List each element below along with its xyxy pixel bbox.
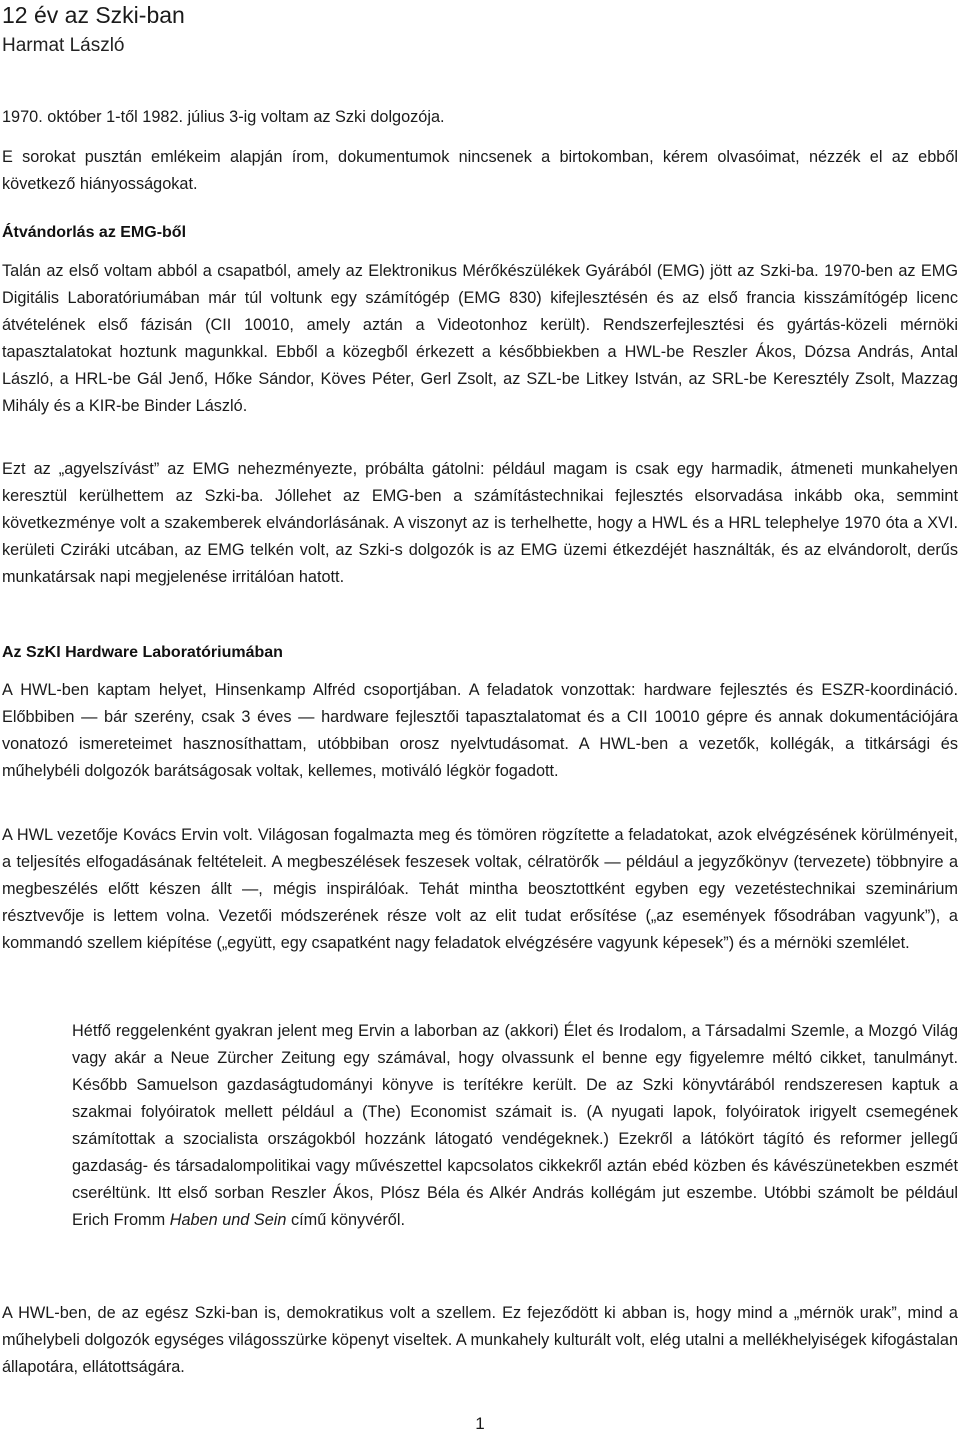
- section2-paragraph-3: A HWL-ben, de az egész Szki-ban is, demokratikus volt a szellem. Ez fejeződött ki abban is, hogy mind a „mérnök urak”, mind a műhelybeli dolgozók egységes világosszürke köpenyt viseltek. A munkahely kulturált volt, elég utalni a mellékhelyiségek kifogástalan állapotára, ellátottságára.: [2, 1304, 958, 1376]
- document-title: 12 év az Szki-ban: [2, 2, 185, 28]
- section-heading-hwl: Az SzKI Hardware Laboratóriumában: [2, 644, 283, 661]
- section1-paragraph-1: Talán az első voltam abból a csapatból, amely az Elektronikus Mérőkészülékek Gyárából (EMG) jött az Szki-ba. 1970-ben az EMG Digitális Laboratóriumában már túl voltunk egy számítógép (EMG 830) kifejlesztésén és az első francia kisszámítógép licenc átvételének első fázisán (CII 10010, amely aztán a Videotonhoz került). Rendszerfejlesztési és gyártás-közeli mérnöki tapasztalatokat hoztunk magunkkal. Ebből a közegből érkezett a későbbiekben a HWL-be Reszler Ákos, Dózsa András, Antal László, a HRL-be Gál Jenő, Hőke Sándor, Köves Péter, Gerl Zsolt, az SZL-be Litkey István, az SRL-be Keresztély Zsolt, Mazzag Mihály és a KIR-be Binder László.: [2, 262, 958, 415]
- section1-paragraph-2: Ezt az „agyelszívást” az EMG nehezményezte, próbálta gátolni: például magam is csak egy harmadik, átmeneti munkahelyen keresztül kerülhettem az Szki-ba. Jóllehet az EMG-ben a számítástechnikai fejlesztés elsorvadása inkább oka, semmint következménye volt a szakemberek elvándorlásának. A viszonyt az is terhelhette, hogy a HWL és a HRL telephelye 1970 óta a XVI. kerületi Cziráki utcában, az EMG telkén volt, az Szki-s dolgozók is az EMG üzemi étkezdéjét használták, és az elvándorolt, derűs munkatársak napi megjelenése irritálóan hatott.: [2, 460, 958, 586]
- recollection-text: Hétfő reggelenként gyakran jelent meg Ervin a laborban az (akkori) Élet és Irodalom, a Társadalmi Szemle, a Mozgó Világ vagy akár a Neue Zürcher Zeitung egy számával, hogy olvassunk el benne egy figyelemre méltó cikket, tanulmányt. Később Samuelson gazdaságtudományi könyve is terítékre került. De az Szki könyvtárából rendszeresen kaptuk a szakmai folyóiratok mellett például a (The) Economist számait is. (A nyugati lapok, folyóiratok irigyelt csemegének számítottak a szocialista országokból hozzánk látogató vendégeknek.) Ezekről a látókört tágító és reformer jellegű gazdaság- és társadalompolitikai vagy művészettel kapcsolatos cikkekről aztán ebéd közben és kávészünetekben eszmét cseréltünk. Itt első sorban Reszler Ákos, Plósz Béla és Alkér András kollégám jut eszembe. Utóbbi számolt be például Erich Fromm: [72, 1022, 958, 1229]
- document-author: Harmat László: [2, 35, 125, 56]
- intro-line: 1970. október 1-től 1982. július 3-ig voltam az Szki dolgozója.: [2, 108, 445, 126]
- section2-paragraph-1: A HWL-ben kaptam helyet, Hinsenkamp Alfréd csoportjában. A feladatok vonzottak: hardware fejlesztés és ESZR-koordináció. Előbbiben — bár szerény, csak 3 éves — hardware fejlesztői tapasztalatomat és a CII 10010 gépre és annak dokumentációjára vonatozó ismereteimet hasznosíthattam, utóbbiban orosz nyelvtudásomat. A HWL-ben a vezetők, kollégák, a titkársági és műhelybéli dolgozók barátságosak voltak, kellemes, motiváló légkör fogadott.: [2, 681, 958, 780]
- book-title: Haben und Sein: [169, 1211, 287, 1229]
- page-number: 1: [475, 1414, 485, 1433]
- intro-paragraph: E sorokat pusztán emlékeim alapján írom, dokumentumok nincsenek a birtokomban, kérem olvasóimat, nézzék el az ebből következő hiányosságokat.: [2, 148, 958, 193]
- indented-recollection: [72, 1018, 958, 1234]
- recollection-text-end: című könyvéről.: [286, 1211, 406, 1229]
- section2-paragraph-2: A HWL vezetője Kovács Ervin volt. Világosan fogalmazta meg és tömören rögzítette a feladatokat, azok elvégzésének körülményeit, a teljesítés elfogadásának feltételeit. A megbeszélések feszesek voltak, célratörők — például a jegyzőkönyv (tervezete) többnyire a megbeszélés előtt készen állt —, mégis inspirálóak. Tehát mintha beosztottként egyben egy vezetéstechnikai szeminárium résztvevője is lettem volna. Vezetői módszerének része volt az elit tudat erősítése („az események fősodrában vagyunk”), a kommandó szellem kiépítése („együtt, egy csapatként nagy feladatok elvégzésére vagyunk képesek”) és a mérnöki szemlélet.: [2, 826, 958, 952]
- section-heading-emg: Átvándorlás az EMG-ből: [2, 224, 187, 241]
